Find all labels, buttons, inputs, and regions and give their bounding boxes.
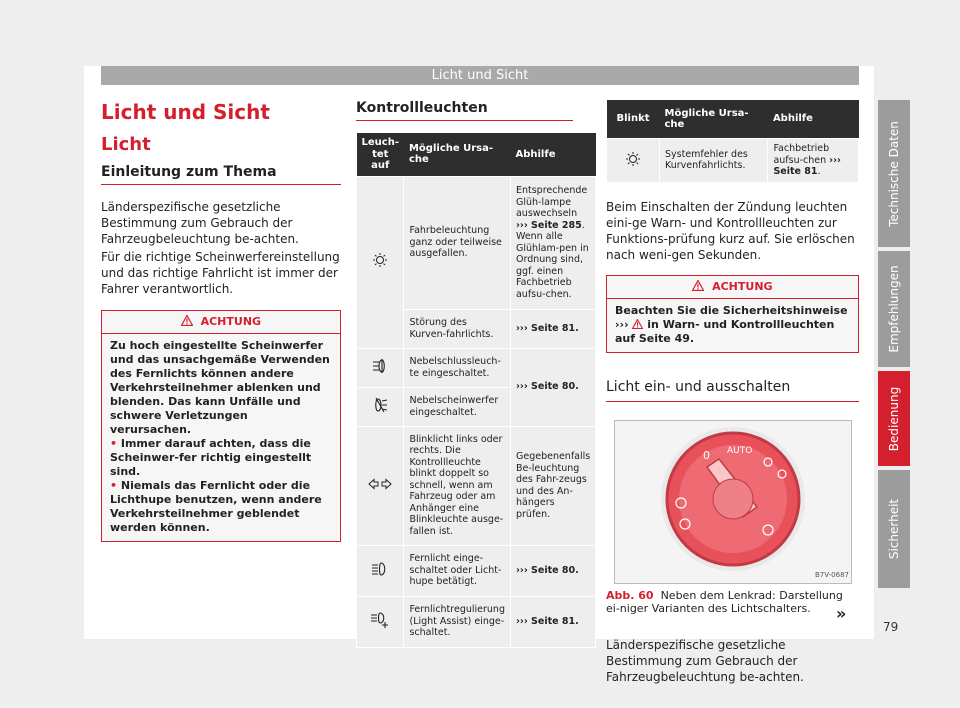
warning-text: Zu hoch eingestellte Scheinwerfer und das unsachgemäße Verwenden des Fernlichts können andere Verkehrsteilnehmer ablenken und blenden. Das kann Unfälle und schwere Verletzungen verursachen. <box>110 339 330 436</box>
warning-label: ACHTUNG <box>200 315 262 328</box>
bullet-icon: • <box>110 479 118 492</box>
tab-empfehlungen[interactable] <box>878 251 910 367</box>
table-cell-cause: Nebelscheinwerfer eingeschaltet. <box>404 387 511 426</box>
warning-box <box>101 310 341 542</box>
blink-table <box>606 100 859 183</box>
chapter-title: Licht und Sicht <box>101 100 270 124</box>
warning-bullet-2: Niemals das Fernlicht oder die Lichthupe benutzen, wenn andere Verkehrsteilnehmer geblendet werden können. <box>110 479 322 534</box>
bulb-failure-icon <box>372 252 388 268</box>
figure-code: B7V-0687 <box>814 570 849 579</box>
table-icon-cell <box>357 387 404 426</box>
tab-technische-daten[interactable] <box>878 100 910 247</box>
warning-box-2 <box>606 275 859 353</box>
switch-zero-label: 0 <box>702 448 710 462</box>
high-beam-icon <box>371 562 389 576</box>
light-switch-figure <box>614 420 852 584</box>
column-left <box>101 100 341 542</box>
table-cell-cause: Nebelschlussleuch-te eingeschaltet. <box>404 348 511 387</box>
page-reference-link[interactable]: ››› Seite 80. <box>510 545 595 596</box>
warning-header <box>607 276 858 299</box>
fix-text: Entsprechende Glüh-lampe auswechseln <box>515 185 588 219</box>
warning-text: Beachten Sie die Sicherheitshinweise ››› <box>615 303 848 331</box>
warning-triangle-icon <box>692 280 704 291</box>
warning-header <box>102 311 340 334</box>
table-row <box>357 545 596 596</box>
table-header-cell: Abhilfe <box>768 100 859 139</box>
table-icon-cell <box>357 596 404 647</box>
table-header-cell: Leuch-tet auf <box>357 133 404 176</box>
tab-label: Bedienung <box>887 386 901 451</box>
warning-triangle-icon <box>181 315 193 326</box>
table-cell-fix: Gegebenenfalls Be-leuchtung des Fahr-zeugs und des An-hängers prüfen. <box>510 426 595 545</box>
page-reference-link[interactable]: ››› Seite 81. <box>510 596 595 647</box>
fix-text: . Wenn alle Glühlam-pen in Ordnung sind, ggf. einen Fachbetrieb aufsu-chen. <box>515 219 589 300</box>
table-icon-cell <box>357 545 404 596</box>
column-middle <box>356 100 591 648</box>
intro-paragraph-2: Für die richtige Scheinwerfereinstellung und das richtige Fahrlicht ist immer der Fahrer verantwortlich. <box>101 250 340 296</box>
page-reference-link[interactable]: ››› Seite 81. <box>510 309 595 348</box>
light-switch-image <box>615 421 851 583</box>
tab-label: Sicherheit <box>887 498 901 560</box>
table-cell-fix <box>510 176 595 309</box>
light-assist-icon <box>370 612 390 628</box>
table-row <box>607 139 859 183</box>
table-header-cell: Abhilfe <box>510 133 595 176</box>
figure-label: Abb. 60 <box>606 588 654 602</box>
warning-text: in Warn- und Kontrollleuchten auf Seite 49. <box>615 317 835 345</box>
tab-label: Empfehlungen <box>887 265 901 353</box>
rear-fog-light-icon <box>371 358 389 374</box>
regulations-paragraph: Länderspezifische gesetzliche Bestimmung zum Gebrauch der Fahrzeugbeleuchtung be-achten. <box>606 637 804 684</box>
table-icon-cell <box>607 139 660 183</box>
front-fog-light-icon <box>371 397 389 413</box>
figure-caption-text: Neben dem Lenkrad: Darstellung ei-niger Varianten des Lichtschalters. <box>606 588 843 615</box>
section-heading-kontrollleuchten: Kontrollleuchten <box>356 100 573 121</box>
page-reference-link[interactable]: ››› Seite 80. <box>510 348 595 426</box>
table-header-row <box>607 100 859 139</box>
switch-auto-label: AUTO <box>726 445 752 456</box>
fix-text: . <box>817 166 821 177</box>
warning-label: ACHTUNG <box>712 279 773 293</box>
continue-marker: » <box>836 604 847 623</box>
tab-bedienung[interactable] <box>878 371 910 466</box>
running-header: Licht und Sicht <box>101 66 859 85</box>
fix-text: Fachbetrieb aufsu-chen <box>773 143 830 166</box>
column-right <box>606 100 859 685</box>
table-header-cell: Blinkt <box>607 100 660 139</box>
table-cell-fix <box>768 139 859 183</box>
table-cell-cause: Fernlichtregulierung (Light Assist) einge-schaltet. <box>404 596 511 647</box>
page-reference-link[interactable]: ››› Seite 285 <box>515 219 582 231</box>
indicator-table <box>356 133 596 648</box>
page-number: 79 <box>883 620 899 634</box>
warning-bullet-1: Immer darauf achten, dass die Scheinwer-fer richtig eingestellt sind. <box>110 437 312 478</box>
table-icon-cell <box>357 348 404 387</box>
table-row <box>357 176 596 309</box>
table-cell-cause: Blinklicht links oder rechts. Die Kontrollleuchte blinkt doppelt so schnell, wenn am Fahrzeug oder am Anhänger eine Blinkleuchte ausge-fallen ist. <box>404 426 511 545</box>
table-cell-cause: Fernlicht einge-schaltet oder Licht-hupe betätigt. <box>404 545 511 596</box>
section-heading-intro: Einleitung zum Thema <box>101 164 341 185</box>
table-icon-cell <box>357 426 404 545</box>
chapter-subtitle: Licht <box>101 134 151 155</box>
bulb-failure-icon <box>625 151 641 167</box>
table-row <box>357 596 596 647</box>
table-header-row <box>357 133 596 176</box>
table-row <box>357 348 596 387</box>
tab-label: Technische Daten <box>887 120 901 227</box>
tab-sicherheit[interactable] <box>878 470 910 588</box>
bullet-icon: • <box>110 437 118 450</box>
table-header-cell: Mögliche Ursa-che <box>404 133 511 176</box>
table-header-cell: Mögliche Ursa-che <box>660 100 768 139</box>
warning-body <box>102 334 340 541</box>
warning-body <box>607 299 858 352</box>
warning-triangle-icon <box>632 319 643 329</box>
table-cell-cause: Fahrbeleuchtung ganz oder teilweise ausgefallen. <box>404 176 511 309</box>
intro-paragraph-1: Länderspezifische gesetzliche Bestimmung zum Gebrauch der Fahrzeugbeleuchtung be-achten. <box>101 200 299 246</box>
table-row <box>357 426 596 545</box>
startup-paragraph: Beim Einschalten der Zündung leuchten eini-ge Warn- und Kontrollleuchten zur Funktions-prüfung kurz auf. Sie erlöschen nach weni-gen Sekunden. <box>606 199 855 262</box>
figure-caption <box>606 589 859 615</box>
page-reference-link[interactable]: ››› Seite 81 <box>773 154 841 177</box>
table-cell-cause: Systemfehler des Kurvenfahrlichts. <box>660 139 768 183</box>
section-heading-licht-schalten: Licht ein- und ausschalten <box>606 379 859 402</box>
table-icon-cell <box>357 176 404 348</box>
table-cell-cause: Störung des Kurven-fahrlichts. <box>404 309 511 348</box>
turn-signal-icon <box>368 478 392 490</box>
